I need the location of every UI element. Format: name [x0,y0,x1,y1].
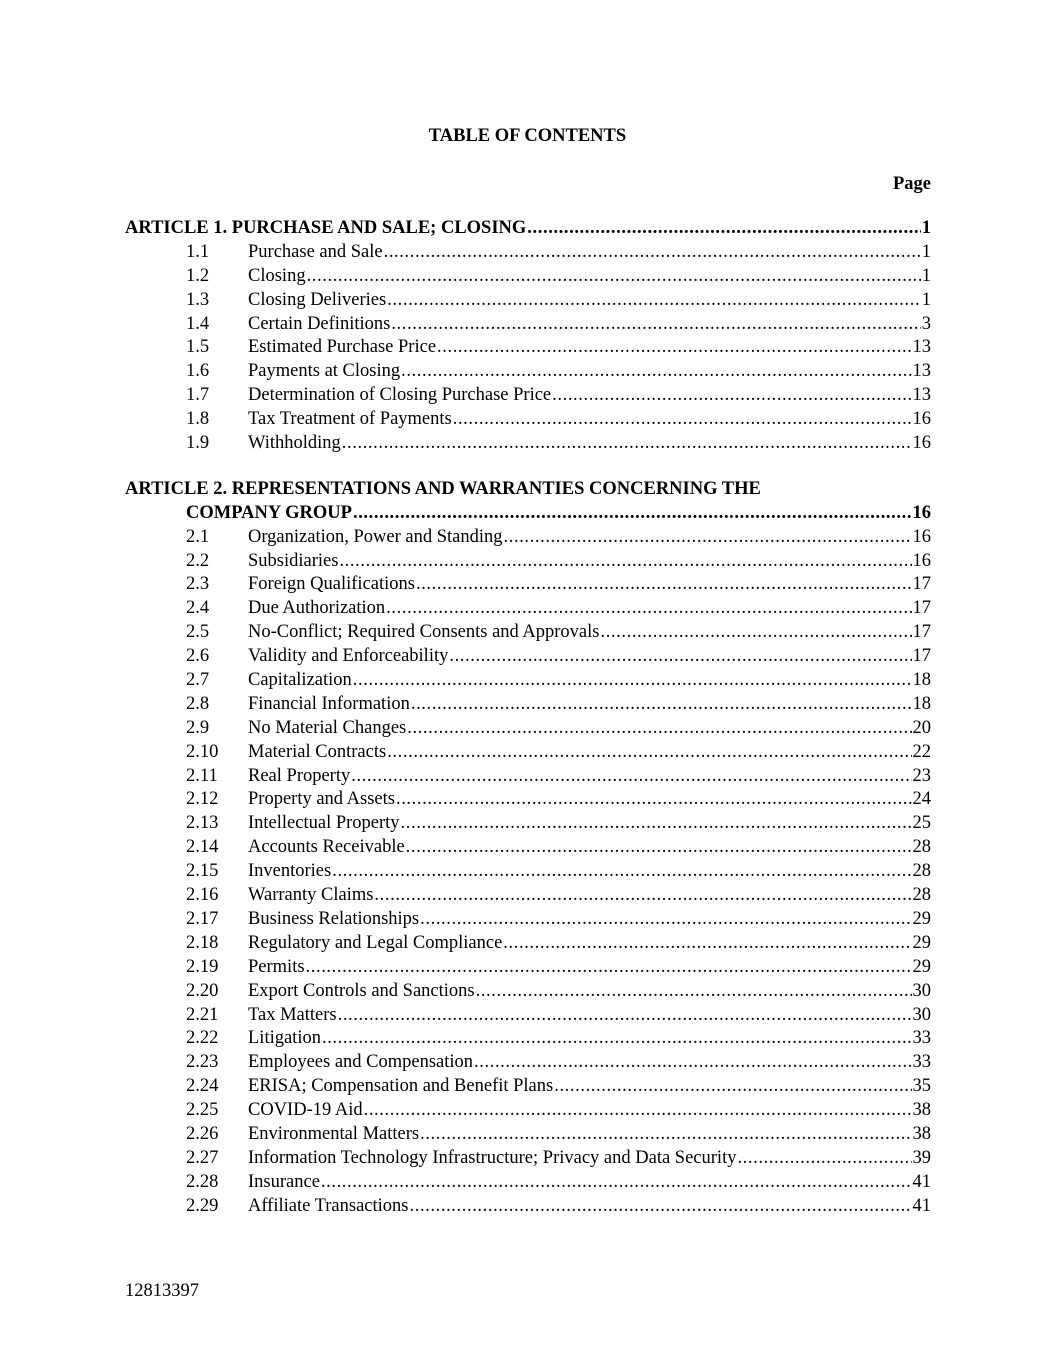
toc-section-row[interactable] [125,550,931,574]
section-number: 2.25 [186,1100,219,1121]
section-number: 2.12 [186,789,219,810]
toc-section-row[interactable] [125,669,931,693]
section-number: 1.1 [186,241,210,262]
section-number: 2.18 [186,932,219,953]
section-number: 2.4 [186,598,210,619]
dot-leader [420,1123,911,1147]
dot-leader [401,812,912,836]
article-page-number: 16 [912,502,931,523]
section-title: Warranty Claims [248,885,374,906]
section-title: Property and Assets [248,789,395,810]
toc-section-row[interactable] [125,360,931,384]
dot-leader [527,217,920,241]
section-page-number: 1 [921,265,931,286]
toc-section-row[interactable] [125,645,931,669]
section-page-number: 3 [921,313,931,334]
section-page-number: 22 [912,741,931,762]
dot-leader [353,669,912,693]
section-page-number: 20 [912,717,931,738]
toc-section-row[interactable] [125,241,931,265]
section-page-number: 16 [912,550,931,571]
document-code: 12813397 [125,1281,199,1301]
section-title: COVID-19 Aid [248,1100,363,1121]
section-page-number: 17 [912,598,931,619]
table-of-contents [125,217,931,1219]
section-title: Inventories [248,861,332,882]
section-number: 2.19 [186,956,219,977]
section-number: 2.23 [186,1052,219,1073]
dot-leader [420,908,911,932]
toc-section-row[interactable] [125,1147,931,1171]
section-page-number: 18 [912,693,931,714]
article-page-number: 1 [921,218,931,238]
toc-section-row[interactable] [125,860,931,884]
dot-leader [351,765,911,789]
section-number: 2.7 [186,670,210,691]
article-1-sections [125,241,931,456]
dot-leader [474,1051,911,1075]
dot-leader [503,932,911,956]
toc-section-row[interactable] [125,573,931,597]
section-title: Environmental Matters [248,1123,420,1144]
section-page-number: 30 [912,1004,931,1025]
toc-section-row[interactable] [125,1171,931,1195]
section-title: Withholding [248,433,341,454]
section-number: 2.10 [186,741,219,762]
section-title: Regulatory and Legal Compliance [248,932,503,953]
toc-section-row[interactable] [125,908,931,932]
section-page-number: 35 [912,1076,931,1097]
section-number: 1.9 [186,433,210,454]
section-number: 2.1 [186,526,210,547]
dot-leader [737,1147,911,1171]
toc-section-row[interactable] [125,980,931,1004]
article-title: ARTICLE 2. REPRESENTATIONS AND WARRANTIES CONCERNING THE [125,478,761,499]
section-page-number: 13 [912,361,931,382]
section-page-number: 18 [912,670,931,691]
dot-leader [387,741,911,765]
toc-section-row[interactable] [125,1051,931,1075]
spacer [125,456,931,478]
section-number: 1.7 [186,385,210,406]
toc-article-2-line1[interactable] [125,478,931,502]
dot-leader [411,693,912,717]
section-page-number: 28 [912,861,931,882]
toc-section-row[interactable] [125,1123,931,1147]
toc-section-row[interactable] [125,956,931,980]
toc-section-row[interactable] [125,621,931,645]
dot-leader [322,1027,912,1051]
section-number: 2.11 [186,765,218,786]
section-title: Subsidiaries [248,550,339,571]
section-title: Litigation [248,1028,321,1049]
section-title: ERISA; Compensation and Benefit Plans [248,1076,554,1097]
section-number: 2.14 [186,837,219,858]
section-number: 2.26 [186,1123,219,1144]
dot-leader [449,645,911,669]
dot-leader [406,836,912,860]
section-number: 2.5 [186,622,210,643]
toc-section-row[interactable] [125,693,931,717]
toc-section-row[interactable] [125,1027,931,1051]
section-number: 2.9 [186,717,210,738]
section-page-number: 28 [912,885,931,906]
toc-section-row[interactable] [125,884,931,908]
section-number: 2.29 [186,1195,219,1216]
section-number: 2.24 [186,1076,219,1097]
article-title: ARTICLE 1. PURCHASE AND SALE; CLOSING [125,218,527,238]
toc-section-row[interactable] [125,408,931,432]
dot-leader [552,384,911,408]
section-number: 2.28 [186,1171,219,1192]
section-page-number: 38 [912,1123,931,1144]
section-number: 1.6 [186,361,210,382]
toc-section-row[interactable] [125,741,931,765]
dot-leader [384,241,921,265]
section-title: Determination of Closing Purchase Price [248,385,552,406]
section-number: 2.3 [186,574,210,595]
section-title: Business Relationships [248,908,420,929]
section-page-number: 17 [912,646,931,667]
section-page-number: 33 [912,1028,931,1049]
toc-section-row[interactable] [125,265,931,289]
section-title: Capitalization [248,670,352,691]
toc-section-row[interactable] [125,1195,931,1219]
section-title: Organization, Power and Standing [248,526,503,547]
toc-section-row[interactable] [125,526,931,550]
section-page-number: 33 [912,1052,931,1073]
dot-leader [401,360,911,384]
section-title: Financial Information [248,693,410,714]
section-page-number: 1 [921,241,931,262]
section-title: Permits [248,956,305,977]
section-page-number: 17 [912,574,931,595]
toc-section-row[interactable] [125,1075,931,1099]
page-title: TABLE OF CONTENTS [428,126,627,146]
section-number: 2.15 [186,861,219,882]
section-number: 2.16 [186,885,219,906]
section-title: Purchase and Sale [248,241,383,262]
section-title: Estimated Purchase Price [248,337,437,358]
toc-section-row[interactable] [125,289,931,313]
section-title: Insurance [248,1171,320,1192]
dot-leader [554,1075,911,1099]
section-page-number: 38 [912,1100,931,1121]
section-number: 1.8 [186,409,210,430]
toc-section-row[interactable] [125,1004,931,1028]
section-title: Export Controls and Sanctions [248,980,475,1001]
dot-leader [332,860,911,884]
section-number: 2.8 [186,693,210,714]
dot-leader [353,502,912,526]
section-page-number: 17 [912,622,931,643]
dot-leader [339,550,911,574]
section-number: 1.3 [186,289,210,310]
page-column-header: Page [892,174,931,194]
toc-section-row[interactable] [125,765,931,789]
dot-leader [410,1195,912,1219]
dot-leader [391,313,920,337]
dot-leader [504,526,912,550]
toc-article-1[interactable] [125,217,931,241]
section-number: 1.5 [186,337,210,358]
article-title-continued: COMPANY GROUP [186,502,352,523]
section-page-number: 23 [912,765,931,786]
section-title: Foreign Qualifications [248,574,415,595]
section-number: 2.13 [186,813,219,834]
section-page-number: 29 [912,956,931,977]
section-number: 2.27 [186,1147,219,1168]
section-page-number: 29 [912,932,931,953]
section-title: Tax Treatment of Payments [248,409,452,430]
section-page-number: 41 [912,1171,931,1192]
section-number: 2.17 [186,908,219,929]
section-title: No Material Changes [248,717,407,738]
dot-leader [338,1004,912,1028]
dot-leader [396,788,912,812]
section-number: 2.2 [186,550,210,571]
section-title: Due Authorization [248,598,386,619]
section-number: 2.21 [186,1004,219,1025]
section-title: Information Technology Infrastructure; Privacy and Data Security [248,1147,737,1168]
section-title: Closing Deliveries [248,289,387,310]
section-title: Certain Definitions [248,313,391,334]
dot-leader [364,1099,912,1123]
dot-leader [407,717,911,741]
section-number: 1.2 [186,265,210,286]
section-page-number: 16 [912,526,931,547]
section-title: Material Contracts [248,741,387,762]
article-2-sections [125,526,931,1219]
section-page-number: 30 [912,980,931,1001]
toc-section-row[interactable] [125,812,931,836]
toc-section-row[interactable] [125,597,931,621]
section-title: Validity and Enforceability [248,646,449,667]
toc-section-row[interactable] [125,336,931,360]
section-page-number: 1 [921,289,931,310]
dot-leader [374,884,911,908]
section-page-number: 25 [912,813,931,834]
section-number: 2.22 [186,1028,219,1049]
dot-leader [306,956,912,980]
dot-leader [307,265,921,289]
dot-leader [387,289,921,313]
toc-section-row[interactable] [125,1099,931,1123]
section-number: 1.4 [186,313,210,334]
section-page-number: 16 [912,433,931,454]
toc-section-row[interactable] [125,932,931,956]
section-title: Affiliate Transactions [248,1195,409,1216]
section-title: Payments at Closing [248,361,401,382]
toc-section-row[interactable] [125,384,931,408]
section-title: Tax Matters [248,1004,337,1025]
toc-section-row[interactable] [125,836,931,860]
dot-leader [437,336,911,360]
section-page-number: 13 [912,337,931,358]
dot-leader [321,1171,912,1195]
section-title: Employees and Compensation [248,1052,474,1073]
toc-section-row[interactable] [125,717,931,741]
section-title: Accounts Receivable [248,837,405,858]
dot-leader [416,573,912,597]
dot-leader [342,432,912,456]
section-title: No-Conflict; Required Consents and Approvals [248,622,600,643]
section-title: Closing [248,265,306,286]
dot-leader [476,980,912,1004]
section-number: 2.20 [186,980,219,1001]
section-page-number: 16 [912,409,931,430]
section-title: Real Property [248,765,351,786]
dot-leader [453,408,912,432]
section-page-number: 41 [912,1195,931,1216]
toc-article-2-line2[interactable] [125,502,931,526]
dot-leader [386,597,911,621]
section-page-number: 24 [912,789,931,810]
toc-section-row[interactable] [125,788,931,812]
toc-section-row[interactable] [125,313,931,337]
section-number: 2.6 [186,646,210,667]
section-page-number: 39 [912,1147,931,1168]
section-page-number: 29 [912,908,931,929]
toc-section-row[interactable] [125,432,931,456]
section-page-number: 13 [912,385,931,406]
section-title: Intellectual Property [248,813,400,834]
section-page-number: 28 [912,837,931,858]
dot-leader [600,621,911,645]
